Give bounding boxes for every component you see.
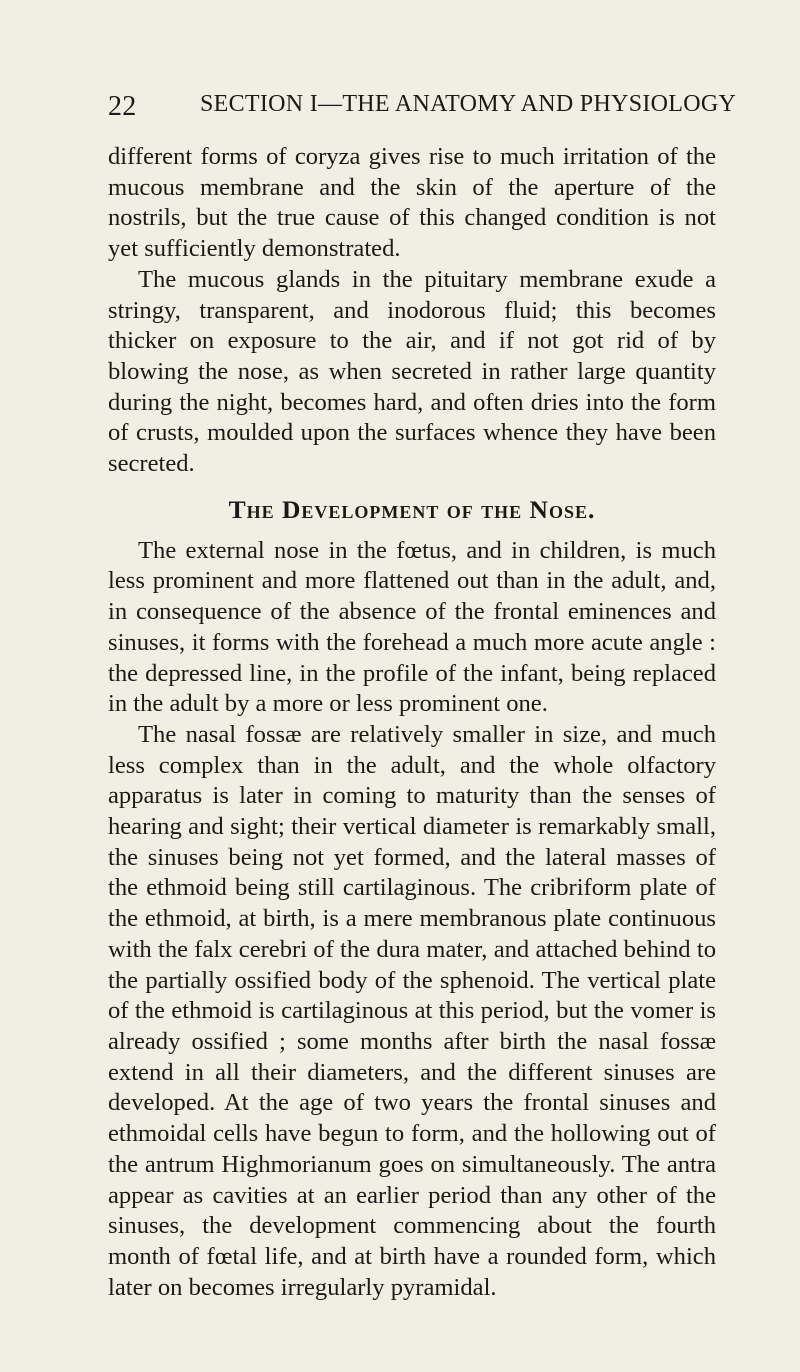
paragraph-mucous-glands: The mucous glands in the pituitary membrane exude a stringy, transparent, and inodorous fluid; this becomes thicker on exposure to the air, and if not got rid of by blowing the nose, as when secreted in rather large quantity during the night, becomes hard, and often dries into the form of crusts, moulded upon the surfaces whence they have been secreted. [108,265,716,478]
body-text [108,142,716,1303]
paragraph-external-nose: The external nose in the fœtus, and in children, is much less prominent and more flattened out than in the adult, and, in consequence of the absence of the frontal eminences and sinuses, it forms with the forehead a much more acute angle : the depressed line, in the profile of the infant, being replaced in the adult by a more or less prominent one. [108,536,716,718]
paragraph-coryza: different forms of coryza gives rise to much irritation of the mucous membrane and the skin of the aperture of the nostrils, but the true cause of this changed condition is not yet sufficiently demonstrated. [108,143,716,263]
running-title: SECTION I—THE ANATOMY AND PHYSIOLOGY [200,91,737,117]
page-number: 22 [108,91,137,122]
running-head [108,91,737,122]
paragraph-nasal-fossae: The nasal fossæ are relatively smaller in size, and much less complex than in the adult, and the whole olfactory apparatus is later in coming to maturity than the senses of hearing and sight; their vertical diameter is remarkably small, the sinuses being not yet formed, and the lateral masses of the ethmoid being still cartilaginous. The cribriform plate of the ethmoid, at birth, is a mere membranous plate continuous with the falx cerebri of the dura mater, and attached behind to the partially ossified body of the sphenoid. The vertical plate of the ethmoid is cartilaginous at this period, but the vomer is already ossified ; some months after birth the nasal fossæ extend in all their diameters, and the different sinuses are developed. At the age of two years the frontal sinuses and ethmoidal cells have begun to form, and the hollowing out of the antrum Highmorianum goes on simultaneously. The antra appear as cavities at an earlier period than any other of the sinuses, the development commencing about the fourth month of fœtal life, and at birth have a rounded form, which later on becomes irregularly pyramidal. [108,720,716,1301]
section-heading: The Development of the Nose. [228,494,596,524]
